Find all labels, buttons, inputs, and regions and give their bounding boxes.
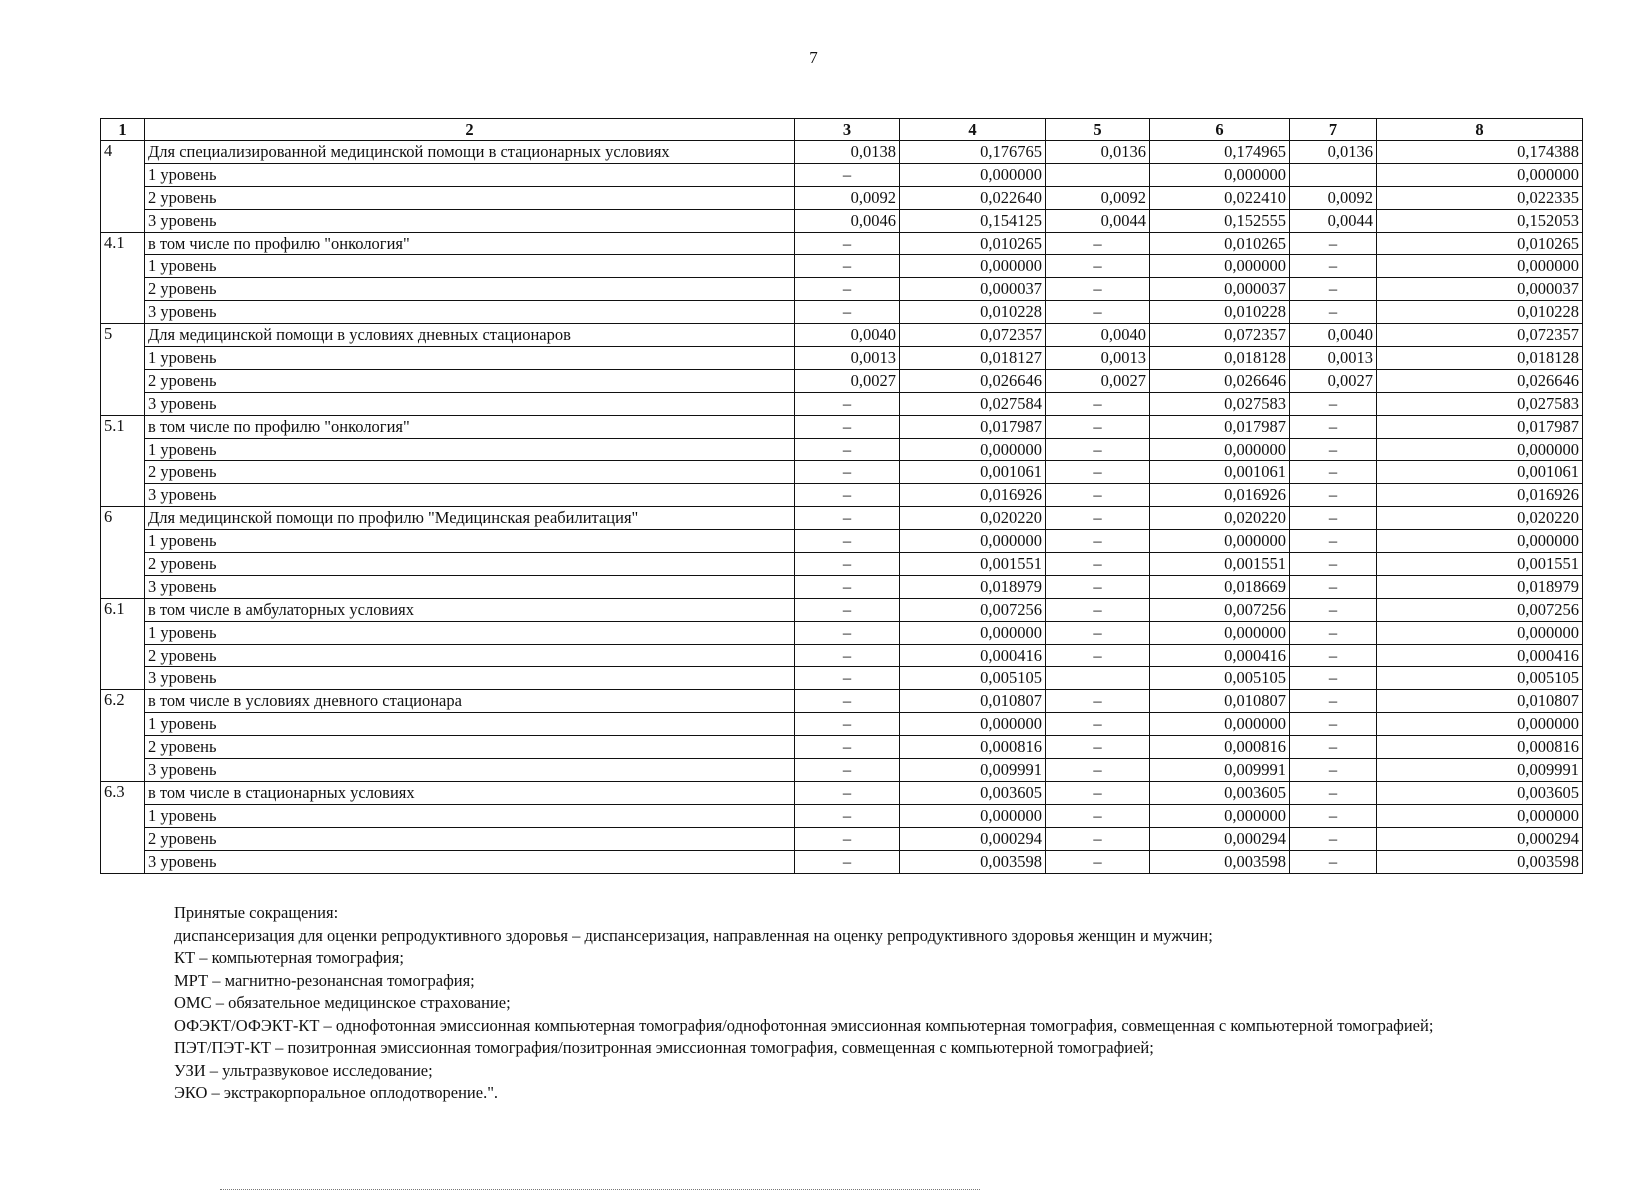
value-cell: 0,009991 bbox=[1377, 759, 1583, 782]
value-cell: 0,000000 bbox=[1377, 163, 1583, 186]
row-code: 5.1 bbox=[101, 415, 145, 507]
value-cell: – bbox=[795, 461, 900, 484]
value-cell: 0,016926 bbox=[900, 484, 1046, 507]
table-row bbox=[101, 209, 1583, 232]
table-row bbox=[101, 324, 1583, 347]
row-label: в том числе в стационарных условиях bbox=[145, 781, 795, 804]
row-code: 4.1 bbox=[101, 232, 145, 324]
row-label: 3 уровень bbox=[145, 301, 795, 324]
value-cell: 0,154125 bbox=[900, 209, 1046, 232]
value-cell: – bbox=[1046, 690, 1150, 713]
column-header: 1 bbox=[101, 119, 145, 141]
table-row bbox=[101, 759, 1583, 782]
value-cell: – bbox=[1290, 278, 1377, 301]
row-label: 1 уровень bbox=[145, 530, 795, 553]
value-cell: – bbox=[1046, 232, 1150, 255]
value-cell: – bbox=[795, 644, 900, 667]
value-cell: 0,000816 bbox=[900, 736, 1046, 759]
value-cell: – bbox=[795, 804, 900, 827]
value-cell bbox=[1046, 667, 1150, 690]
value-cell: 0,000000 bbox=[900, 255, 1046, 278]
value-cell: – bbox=[795, 484, 900, 507]
column-header: 6 bbox=[1150, 119, 1290, 141]
value-cell: – bbox=[1046, 553, 1150, 576]
value-cell: 0,003598 bbox=[900, 850, 1046, 873]
value-cell: – bbox=[1290, 644, 1377, 667]
note-line: ОФЭКТ/ОФЭКТ-КТ – однофотонная эмиссионная компьютерная томография/однофотонная эмиссионная компьютерная томография, совмещенная с компьютерной томографией; bbox=[174, 1015, 1434, 1035]
value-cell: 0,007256 bbox=[1377, 598, 1583, 621]
value-cell: 0,010265 bbox=[900, 232, 1046, 255]
value-cell: 0,0136 bbox=[1046, 141, 1150, 164]
row-label: в том числе в условиях дневного стационара bbox=[145, 690, 795, 713]
table-row bbox=[101, 141, 1583, 164]
value-cell: 0,003598 bbox=[1377, 850, 1583, 873]
value-cell: 0,072357 bbox=[900, 324, 1046, 347]
value-cell: 0,0040 bbox=[1290, 324, 1377, 347]
row-code: 6 bbox=[101, 507, 145, 599]
row-label: в том числе в амбулаторных условиях bbox=[145, 598, 795, 621]
value-cell: 0,000000 bbox=[900, 621, 1046, 644]
value-cell: 0,018979 bbox=[1377, 575, 1583, 598]
row-label: Для специализированной медицинской помощи в стационарных условиях bbox=[145, 141, 795, 164]
note-line: диспансеризация для оценки репродуктивного здоровья – диспансеризация, направленная на оценку репродуктивного здоровья женщин и мужчин; bbox=[174, 925, 1213, 945]
value-cell: 0,000000 bbox=[1150, 804, 1290, 827]
value-cell: 0,0138 bbox=[795, 141, 900, 164]
value-cell: 0,009991 bbox=[900, 759, 1046, 782]
row-label: 2 уровень bbox=[145, 278, 795, 301]
value-cell: 0,016926 bbox=[1150, 484, 1290, 507]
value-cell: 0,016926 bbox=[1377, 484, 1583, 507]
value-cell: 0,000416 bbox=[1150, 644, 1290, 667]
value-cell: – bbox=[795, 415, 900, 438]
value-cell: 0,018128 bbox=[1377, 347, 1583, 370]
value-cell: 0,020220 bbox=[900, 507, 1046, 530]
note-line: ОМС – обязательное медицинское страхование; bbox=[174, 993, 511, 1012]
value-cell: 0,022410 bbox=[1150, 186, 1290, 209]
value-cell: – bbox=[795, 438, 900, 461]
value-cell: 0,010228 bbox=[1150, 301, 1290, 324]
value-cell: 0,174388 bbox=[1377, 141, 1583, 164]
value-cell: 0,000037 bbox=[1150, 278, 1290, 301]
value-cell: – bbox=[1290, 553, 1377, 576]
value-cell: – bbox=[1046, 621, 1150, 644]
value-cell: – bbox=[1290, 804, 1377, 827]
row-label: 3 уровень bbox=[145, 667, 795, 690]
value-cell: 0,018979 bbox=[900, 575, 1046, 598]
row-label: 3 уровень bbox=[145, 484, 795, 507]
table-row bbox=[101, 598, 1583, 621]
table-row bbox=[101, 484, 1583, 507]
value-cell: – bbox=[1046, 255, 1150, 278]
value-cell: – bbox=[795, 575, 900, 598]
note-line: МРТ – магнитно-резонансная томография; bbox=[174, 970, 475, 990]
value-cell: 0,022640 bbox=[900, 186, 1046, 209]
table-row bbox=[101, 530, 1583, 553]
value-cell: 0,001551 bbox=[1377, 553, 1583, 576]
value-cell: 0,018127 bbox=[900, 347, 1046, 370]
data-table bbox=[100, 118, 1583, 874]
row-label: 1 уровень bbox=[145, 255, 795, 278]
note-line: УЗИ – ультразвуковое исследование; bbox=[174, 1060, 433, 1080]
notes-heading: Принятые сокращения: bbox=[174, 903, 339, 922]
value-cell: – bbox=[1046, 530, 1150, 553]
value-cell: 0,0027 bbox=[1290, 369, 1377, 392]
row-label: 1 уровень bbox=[145, 163, 795, 186]
value-cell: 0,000000 bbox=[1150, 713, 1290, 736]
row-label: 2 уровень bbox=[145, 369, 795, 392]
value-cell: – bbox=[1046, 804, 1150, 827]
note-line: КТ – компьютерная томография; bbox=[174, 948, 404, 967]
value-cell: – bbox=[1290, 759, 1377, 782]
bottom-divider bbox=[220, 1189, 980, 1190]
value-cell: 0,0013 bbox=[1046, 347, 1150, 370]
value-cell: – bbox=[1290, 690, 1377, 713]
table-row bbox=[101, 781, 1583, 804]
value-cell: – bbox=[1290, 827, 1377, 850]
table-row bbox=[101, 278, 1583, 301]
note-line: ЭКО – экстракорпоральное оплодотворение.". bbox=[174, 1083, 499, 1102]
table-row bbox=[101, 804, 1583, 827]
value-cell: 0,000000 bbox=[900, 530, 1046, 553]
row-code: 6.1 bbox=[101, 598, 145, 690]
value-cell: 0,000294 bbox=[1150, 827, 1290, 850]
value-cell: 0,007256 bbox=[900, 598, 1046, 621]
value-cell: 0,003605 bbox=[900, 781, 1046, 804]
value-cell bbox=[1290, 163, 1377, 186]
row-label: 2 уровень bbox=[145, 644, 795, 667]
value-cell: 0,017987 bbox=[1150, 415, 1290, 438]
value-cell: – bbox=[1046, 507, 1150, 530]
value-cell: 0,001061 bbox=[1377, 461, 1583, 484]
table-row bbox=[101, 575, 1583, 598]
row-label: 3 уровень bbox=[145, 209, 795, 232]
value-cell: – bbox=[795, 850, 900, 873]
value-cell: 0,000000 bbox=[1377, 621, 1583, 644]
value-cell: – bbox=[1290, 575, 1377, 598]
table-row bbox=[101, 713, 1583, 736]
row-label: 1 уровень bbox=[145, 621, 795, 644]
value-cell: 0,003605 bbox=[1377, 781, 1583, 804]
value-cell bbox=[1046, 163, 1150, 186]
row-label: 3 уровень bbox=[145, 759, 795, 782]
value-cell: – bbox=[795, 507, 900, 530]
value-cell: 0,000037 bbox=[900, 278, 1046, 301]
row-code: 4 bbox=[101, 141, 145, 233]
value-cell: 0,000000 bbox=[1150, 163, 1290, 186]
value-cell: – bbox=[795, 301, 900, 324]
value-cell: 0,000416 bbox=[1377, 644, 1583, 667]
value-cell: 0,176765 bbox=[900, 141, 1046, 164]
value-cell: – bbox=[1046, 484, 1150, 507]
value-cell: – bbox=[1290, 621, 1377, 644]
table-row bbox=[101, 369, 1583, 392]
table-row bbox=[101, 347, 1583, 370]
value-cell: 0,026646 bbox=[1377, 369, 1583, 392]
table-row bbox=[101, 301, 1583, 324]
row-label: 2 уровень bbox=[145, 736, 795, 759]
value-cell: 0,000000 bbox=[900, 713, 1046, 736]
table-row bbox=[101, 553, 1583, 576]
value-cell: – bbox=[1046, 850, 1150, 873]
column-header: 3 bbox=[795, 119, 900, 141]
value-cell: 0,0092 bbox=[795, 186, 900, 209]
value-cell: – bbox=[1290, 232, 1377, 255]
value-cell: 0,003598 bbox=[1150, 850, 1290, 873]
value-cell: – bbox=[795, 553, 900, 576]
row-label: 2 уровень bbox=[145, 553, 795, 576]
value-cell: 0,0092 bbox=[1290, 186, 1377, 209]
value-cell: – bbox=[795, 759, 900, 782]
value-cell: 0,000294 bbox=[1377, 827, 1583, 850]
value-cell: 0,027584 bbox=[900, 392, 1046, 415]
value-cell: 0,000000 bbox=[1150, 530, 1290, 553]
table-row bbox=[101, 438, 1583, 461]
value-cell: 0,005105 bbox=[1377, 667, 1583, 690]
value-cell: 0,017987 bbox=[900, 415, 1046, 438]
value-cell: – bbox=[795, 278, 900, 301]
value-cell: – bbox=[1290, 415, 1377, 438]
value-cell: – bbox=[1046, 392, 1150, 415]
note-line: ПЭТ/ПЭТ-КТ – позитронная эмиссионная томография/позитронная эмиссионная томография, совмещенная с компьютерной томографией; bbox=[174, 1038, 1154, 1057]
value-cell: – bbox=[1290, 438, 1377, 461]
table-row bbox=[101, 644, 1583, 667]
value-cell: – bbox=[795, 255, 900, 278]
value-cell: – bbox=[1046, 781, 1150, 804]
column-header: 4 bbox=[900, 119, 1046, 141]
column-header: 8 bbox=[1377, 119, 1583, 141]
value-cell: 0,020220 bbox=[1377, 507, 1583, 530]
value-cell: 0,000416 bbox=[900, 644, 1046, 667]
value-cell: 0,0027 bbox=[795, 369, 900, 392]
value-cell: – bbox=[795, 667, 900, 690]
value-cell: – bbox=[1290, 598, 1377, 621]
table-header-row bbox=[101, 119, 1583, 141]
value-cell: – bbox=[1290, 850, 1377, 873]
row-label: 1 уровень bbox=[145, 347, 795, 370]
value-cell: – bbox=[1046, 713, 1150, 736]
row-label: 3 уровень bbox=[145, 575, 795, 598]
table-row bbox=[101, 850, 1583, 873]
value-cell: 0,000000 bbox=[1150, 438, 1290, 461]
value-cell: 0,010228 bbox=[900, 301, 1046, 324]
value-cell: – bbox=[1290, 461, 1377, 484]
table-body bbox=[101, 141, 1583, 874]
table-row bbox=[101, 232, 1583, 255]
row-label: в том числе по профилю "онкология" bbox=[145, 232, 795, 255]
column-header: 7 bbox=[1290, 119, 1377, 141]
row-label: 1 уровень bbox=[145, 804, 795, 827]
value-cell: 0,007256 bbox=[1150, 598, 1290, 621]
value-cell: – bbox=[1290, 530, 1377, 553]
value-cell: 0,000000 bbox=[900, 804, 1046, 827]
value-cell: – bbox=[1290, 507, 1377, 530]
value-cell: 0,000816 bbox=[1150, 736, 1290, 759]
value-cell: – bbox=[795, 163, 900, 186]
row-code: 5 bbox=[101, 324, 145, 416]
value-cell: 0,0040 bbox=[795, 324, 900, 347]
value-cell: – bbox=[1290, 255, 1377, 278]
row-label: в том числе по профилю "онкология" bbox=[145, 415, 795, 438]
table-row bbox=[101, 415, 1583, 438]
value-cell: 0,005105 bbox=[1150, 667, 1290, 690]
value-cell: – bbox=[1290, 713, 1377, 736]
row-label: 2 уровень bbox=[145, 827, 795, 850]
value-cell: 0,000294 bbox=[900, 827, 1046, 850]
row-label: 2 уровень bbox=[145, 461, 795, 484]
column-header: 2 bbox=[145, 119, 795, 141]
value-cell: – bbox=[1046, 461, 1150, 484]
value-cell: 0,027583 bbox=[1150, 392, 1290, 415]
value-cell: – bbox=[1046, 278, 1150, 301]
value-cell: 0,001061 bbox=[900, 461, 1046, 484]
value-cell: 0,010807 bbox=[1377, 690, 1583, 713]
value-cell: – bbox=[1046, 759, 1150, 782]
value-cell: – bbox=[1046, 827, 1150, 850]
value-cell: 0,022335 bbox=[1377, 186, 1583, 209]
value-cell: 0,0046 bbox=[795, 209, 900, 232]
value-cell: 0,152555 bbox=[1150, 209, 1290, 232]
value-cell: 0,0092 bbox=[1046, 186, 1150, 209]
value-cell: 0,026646 bbox=[1150, 369, 1290, 392]
abbreviations-notes bbox=[104, 902, 1574, 1105]
value-cell: 0,0013 bbox=[1290, 347, 1377, 370]
value-cell: 0,000037 bbox=[1377, 278, 1583, 301]
value-cell: 0,017987 bbox=[1377, 415, 1583, 438]
value-cell: – bbox=[1290, 301, 1377, 324]
row-code: 6.3 bbox=[101, 781, 145, 873]
value-cell: – bbox=[795, 781, 900, 804]
value-cell: 0,000000 bbox=[1377, 804, 1583, 827]
table-row bbox=[101, 621, 1583, 644]
value-cell: 0,001551 bbox=[1150, 553, 1290, 576]
table-row bbox=[101, 827, 1583, 850]
value-cell: 0,0027 bbox=[1046, 369, 1150, 392]
value-cell: – bbox=[1046, 598, 1150, 621]
value-cell: 0,026646 bbox=[900, 369, 1046, 392]
table-row bbox=[101, 690, 1583, 713]
value-cell: 0,0013 bbox=[795, 347, 900, 370]
value-cell: 0,010265 bbox=[1150, 232, 1290, 255]
value-cell: 0,000000 bbox=[1377, 530, 1583, 553]
value-cell: – bbox=[795, 392, 900, 415]
row-label: 2 уровень bbox=[145, 186, 795, 209]
value-cell: 0,072357 bbox=[1377, 324, 1583, 347]
value-cell: – bbox=[795, 713, 900, 736]
value-cell: 0,009991 bbox=[1150, 759, 1290, 782]
value-cell: 0,0044 bbox=[1290, 209, 1377, 232]
value-cell: – bbox=[1046, 415, 1150, 438]
value-cell: – bbox=[1290, 392, 1377, 415]
value-cell: – bbox=[1046, 301, 1150, 324]
value-cell: 0,000000 bbox=[1150, 255, 1290, 278]
value-cell: 0,005105 bbox=[900, 667, 1046, 690]
table-row bbox=[101, 507, 1583, 530]
value-cell: – bbox=[795, 827, 900, 850]
value-cell: 0,0040 bbox=[1046, 324, 1150, 347]
value-cell: – bbox=[1290, 484, 1377, 507]
value-cell: 0,000000 bbox=[1150, 621, 1290, 644]
value-cell: – bbox=[795, 690, 900, 713]
value-cell: 0,000000 bbox=[1377, 438, 1583, 461]
value-cell: – bbox=[795, 621, 900, 644]
value-cell: 0,000000 bbox=[1377, 713, 1583, 736]
value-cell: – bbox=[1046, 644, 1150, 667]
value-cell: 0,020220 bbox=[1150, 507, 1290, 530]
row-label: 3 уровень bbox=[145, 850, 795, 873]
value-cell: – bbox=[1046, 736, 1150, 759]
value-cell: 0,010228 bbox=[1377, 301, 1583, 324]
value-cell: 0,003605 bbox=[1150, 781, 1290, 804]
value-cell: 0,010807 bbox=[900, 690, 1046, 713]
value-cell: – bbox=[1290, 781, 1377, 804]
value-cell: – bbox=[1290, 736, 1377, 759]
value-cell: 0,0136 bbox=[1290, 141, 1377, 164]
value-cell: – bbox=[1290, 667, 1377, 690]
value-cell: 0,0044 bbox=[1046, 209, 1150, 232]
table-row bbox=[101, 392, 1583, 415]
value-cell: 0,072357 bbox=[1150, 324, 1290, 347]
row-label: 1 уровень bbox=[145, 713, 795, 736]
value-cell: 0,001551 bbox=[900, 553, 1046, 576]
row-label: Для медицинской помощи в условиях дневных стационаров bbox=[145, 324, 795, 347]
value-cell: 0,000000 bbox=[900, 438, 1046, 461]
value-cell: 0,027583 bbox=[1377, 392, 1583, 415]
value-cell: 0,001061 bbox=[1150, 461, 1290, 484]
value-cell: 0,000000 bbox=[1377, 255, 1583, 278]
value-cell: 0,018128 bbox=[1150, 347, 1290, 370]
row-code: 6.2 bbox=[101, 690, 145, 782]
page-number: 7 bbox=[809, 48, 818, 67]
value-cell: – bbox=[795, 598, 900, 621]
value-cell: – bbox=[795, 530, 900, 553]
value-cell: – bbox=[795, 736, 900, 759]
row-label: 3 уровень bbox=[145, 392, 795, 415]
table-row bbox=[101, 255, 1583, 278]
value-cell: 0,174965 bbox=[1150, 141, 1290, 164]
value-cell: 0,000816 bbox=[1377, 736, 1583, 759]
value-cell: 0,010807 bbox=[1150, 690, 1290, 713]
column-header: 5 bbox=[1046, 119, 1150, 141]
value-cell: 0,152053 bbox=[1377, 209, 1583, 232]
value-cell: – bbox=[1046, 575, 1150, 598]
table-row bbox=[101, 186, 1583, 209]
table-row bbox=[101, 163, 1583, 186]
value-cell: 0,018669 bbox=[1150, 575, 1290, 598]
value-cell: – bbox=[1046, 438, 1150, 461]
row-label: Для медицинской помощи по профилю "Медицинская реабилитация" bbox=[145, 507, 795, 530]
value-cell: 0,000000 bbox=[900, 163, 1046, 186]
row-label: 1 уровень bbox=[145, 438, 795, 461]
table-row bbox=[101, 461, 1583, 484]
value-cell: 0,010265 bbox=[1377, 232, 1583, 255]
table-row bbox=[101, 667, 1583, 690]
value-cell: – bbox=[795, 232, 900, 255]
table-row bbox=[101, 736, 1583, 759]
